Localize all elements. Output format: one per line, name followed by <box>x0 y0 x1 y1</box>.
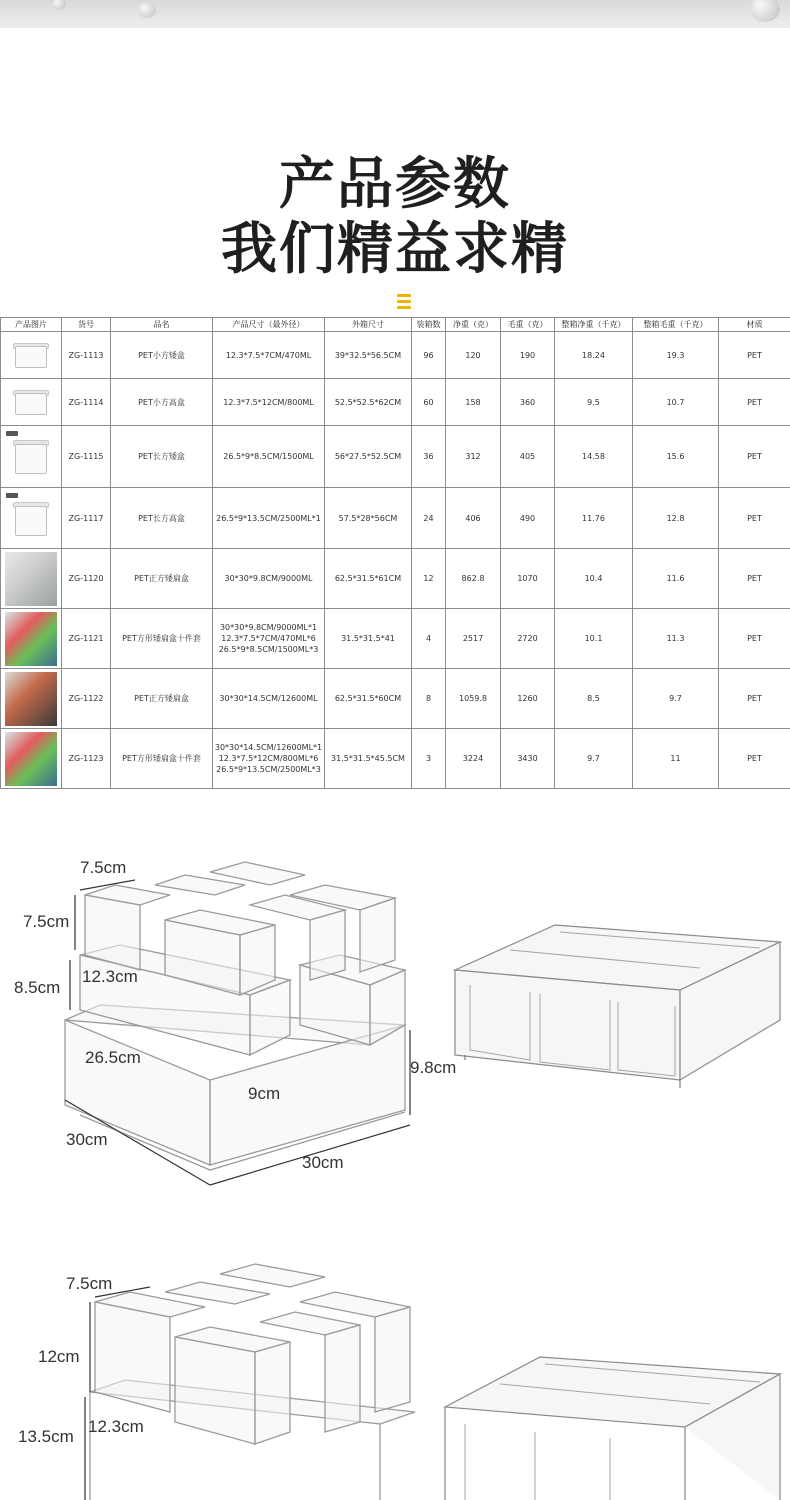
top-banner-image <box>0 0 790 28</box>
cell-box-gross: 19.3 <box>633 332 719 379</box>
cell-box-gross: 11 <box>633 729 719 789</box>
cell-code: ZG-1122 <box>62 669 111 729</box>
cell-gross: 190 <box>501 332 555 379</box>
product-image-cell <box>1 729 62 789</box>
cell-net: 120 <box>446 332 501 379</box>
cell-size: 30*30*9.8CM/9000ML*1 12.3*7.5*7CM/470ML*6 26.5*9*8.5CM/1500ML*3 <box>213 609 325 669</box>
box-set-dimension-diagram-2 <box>80 1262 420 1500</box>
cell-carton: 31.5*31.5*45.5CM <box>325 729 412 789</box>
cell-name: PET长方高盒 <box>111 488 213 549</box>
cell-net: 406 <box>446 488 501 549</box>
table-row <box>1 729 790 789</box>
cell-box-gross: 12.8 <box>633 488 719 549</box>
dimension-label: 13.5cm <box>18 1427 74 1446</box>
cell-qty: 24 <box>412 488 446 549</box>
column-header: 品名 <box>111 318 213 332</box>
cell-material: PET <box>719 669 790 729</box>
cell-net: 312 <box>446 426 501 488</box>
cell-net: 1059.8 <box>446 669 501 729</box>
cell-code: ZG-1114 <box>62 379 111 426</box>
table-row <box>1 332 790 379</box>
assembled-box-image <box>450 920 785 1095</box>
dimension-label: 7.5cm <box>80 858 127 877</box>
cell-gross: 405 <box>501 426 555 488</box>
product-image-cell <box>1 669 62 729</box>
column-header: 净重（克） <box>446 318 501 332</box>
column-header: 整箱净重（千克） <box>555 318 633 332</box>
column-header: 材质 <box>719 318 790 332</box>
cell-material: PET <box>719 426 790 488</box>
table-row <box>1 669 790 729</box>
column-header: 外箱尺寸 <box>325 318 412 332</box>
column-header: 货号 <box>62 318 111 332</box>
page-title: 产品参数 <box>279 152 511 217</box>
product-thumbnail <box>5 672 57 726</box>
cell-size: 30*30*14.5CM/12600ML <box>213 669 325 729</box>
product-image-cell <box>1 426 62 488</box>
water-drop <box>750 0 780 22</box>
product-thumbnail <box>5 732 57 786</box>
cell-gross: 1260 <box>501 669 555 729</box>
product-params-table <box>0 317 790 789</box>
cell-box-gross: 11.6 <box>633 549 719 609</box>
cell-material: PET <box>719 609 790 669</box>
dimension-label: 12.3cm <box>88 1417 144 1436</box>
cell-code: ZG-1120 <box>62 549 111 609</box>
cell-code: ZG-1113 <box>62 332 111 379</box>
table-row <box>1 379 790 426</box>
cell-size: 26.5*9*8.5CM/1500ML <box>213 426 325 488</box>
cell-size: 26.5*9*13.5CM/2500ML*1 <box>213 488 325 549</box>
cell-name: PET方形矮扁盒十件套 <box>111 609 213 669</box>
product-thumbnail <box>5 335 57 376</box>
cell-material: PET <box>719 549 790 609</box>
dimension-label: 30cm <box>66 1130 108 1149</box>
product-image-cell <box>1 609 62 669</box>
cell-name: PET方形矮扁盒十件套 <box>111 729 213 789</box>
product-image-cell <box>1 379 62 426</box>
cell-material: PET <box>719 332 790 379</box>
product-image-cell <box>1 488 62 549</box>
cell-material: PET <box>719 488 790 549</box>
product-thumbnail <box>5 612 57 666</box>
cell-box-gross: 11.3 <box>633 609 719 669</box>
product-thumbnail <box>5 382 57 423</box>
cell-gross: 360 <box>501 379 555 426</box>
cell-box-gross: 15.6 <box>633 426 719 488</box>
cell-name: PET小方矮盒 <box>111 332 213 379</box>
dimension-label: 12.3cm <box>82 967 138 986</box>
cell-code: ZG-1117 <box>62 488 111 549</box>
product-thumbnail <box>5 552 57 606</box>
assembled-tall-box-image <box>440 1352 785 1500</box>
cell-carton: 62.5*31.5*60CM <box>325 669 412 729</box>
box-set-dimension-diagram-1 <box>60 850 420 1195</box>
cell-code: ZG-1115 <box>62 426 111 488</box>
product-thumbnail <box>5 491 57 546</box>
page-subtitle: 我们精益求精 <box>221 217 569 282</box>
column-header: 装箱数 <box>412 318 446 332</box>
cell-qty: 4 <box>412 609 446 669</box>
menu-icon <box>397 294 411 310</box>
cell-net: 862.8 <box>446 549 501 609</box>
cell-carton: 57.5*28*56CM <box>325 488 412 549</box>
cell-name: PET小方高盒 <box>111 379 213 426</box>
cell-net: 158 <box>446 379 501 426</box>
product-image-cell <box>1 549 62 609</box>
cell-net: 3224 <box>446 729 501 789</box>
cell-box-net: 9.7 <box>555 729 633 789</box>
table-row <box>1 488 790 549</box>
cell-size: 12.3*7.5*12CM/800ML <box>213 379 325 426</box>
cell-carton: 62.5*31.5*61CM <box>325 549 412 609</box>
cell-box-net: 10.4 <box>555 549 633 609</box>
cell-size: 30*30*9.8CM/9000ML <box>213 549 325 609</box>
cell-qty: 60 <box>412 379 446 426</box>
cell-qty: 3 <box>412 729 446 789</box>
dimension-label: 8.5cm <box>14 978 61 997</box>
cell-qty: 96 <box>412 332 446 379</box>
cell-size: 30*30*14.5CM/12600ML*1 12.3*7.5*12CM/800ML*6 26.5*9*13.5CM/2500ML*3 <box>213 729 325 789</box>
cell-gross: 2720 <box>501 609 555 669</box>
table-header-row <box>1 318 790 332</box>
cell-name: PET长方矮盒 <box>111 426 213 488</box>
product-image-cell <box>1 332 62 379</box>
cell-box-net: 10.1 <box>555 609 633 669</box>
dimension-label: 9cm <box>248 1084 281 1103</box>
cell-gross: 3430 <box>501 729 555 789</box>
column-header: 整箱毛重（千克） <box>633 318 719 332</box>
cell-name: PET正方矮扁盒 <box>111 669 213 729</box>
cell-gross: 1070 <box>501 549 555 609</box>
cell-box-net: 14.58 <box>555 426 633 488</box>
column-header: 产品尺寸（最外径） <box>213 318 325 332</box>
cell-carton: 56*27.5*52.5CM <box>325 426 412 488</box>
table-row <box>1 609 790 669</box>
cell-box-net: 11.76 <box>555 488 633 549</box>
dimension-label: 9.8cm <box>410 1058 457 1077</box>
cell-qty: 8 <box>412 669 446 729</box>
cell-net: 2517 <box>446 609 501 669</box>
cell-gross: 490 <box>501 488 555 549</box>
cell-carton: 39*32.5*56.5CM <box>325 332 412 379</box>
column-header: 产品图片 <box>1 318 62 332</box>
column-header: 毛重（克） <box>501 318 555 332</box>
cell-box-net: 8.5 <box>555 669 633 729</box>
dimension-label: 12cm <box>38 1347 80 1366</box>
cell-code: ZG-1121 <box>62 609 111 669</box>
cell-qty: 12 <box>412 549 446 609</box>
water-drop <box>138 2 156 18</box>
cell-box-net: 9.5 <box>555 379 633 426</box>
cell-size: 12.3*7.5*7CM/470ML <box>213 332 325 379</box>
cell-carton: 31.5*31.5*41 <box>325 609 412 669</box>
cell-code: ZG-1123 <box>62 729 111 789</box>
cell-box-net: 18.24 <box>555 332 633 379</box>
dimension-label: 7.5cm <box>23 912 70 931</box>
dimension-label: 7.5cm <box>66 1274 113 1293</box>
cell-box-gross: 9.7 <box>633 669 719 729</box>
cell-name: PET正方矮扁盒 <box>111 549 213 609</box>
product-thumbnail <box>5 429 57 485</box>
cell-box-gross: 10.7 <box>633 379 719 426</box>
cell-qty: 36 <box>412 426 446 488</box>
cell-carton: 52.5*52.5*62CM <box>325 379 412 426</box>
cell-material: PET <box>719 379 790 426</box>
table-row <box>1 549 790 609</box>
cell-material: PET <box>719 729 790 789</box>
dimension-label: 26.5cm <box>85 1048 141 1067</box>
dimension-label: 30cm <box>302 1153 344 1172</box>
water-drop <box>52 0 66 10</box>
table-row <box>1 426 790 488</box>
